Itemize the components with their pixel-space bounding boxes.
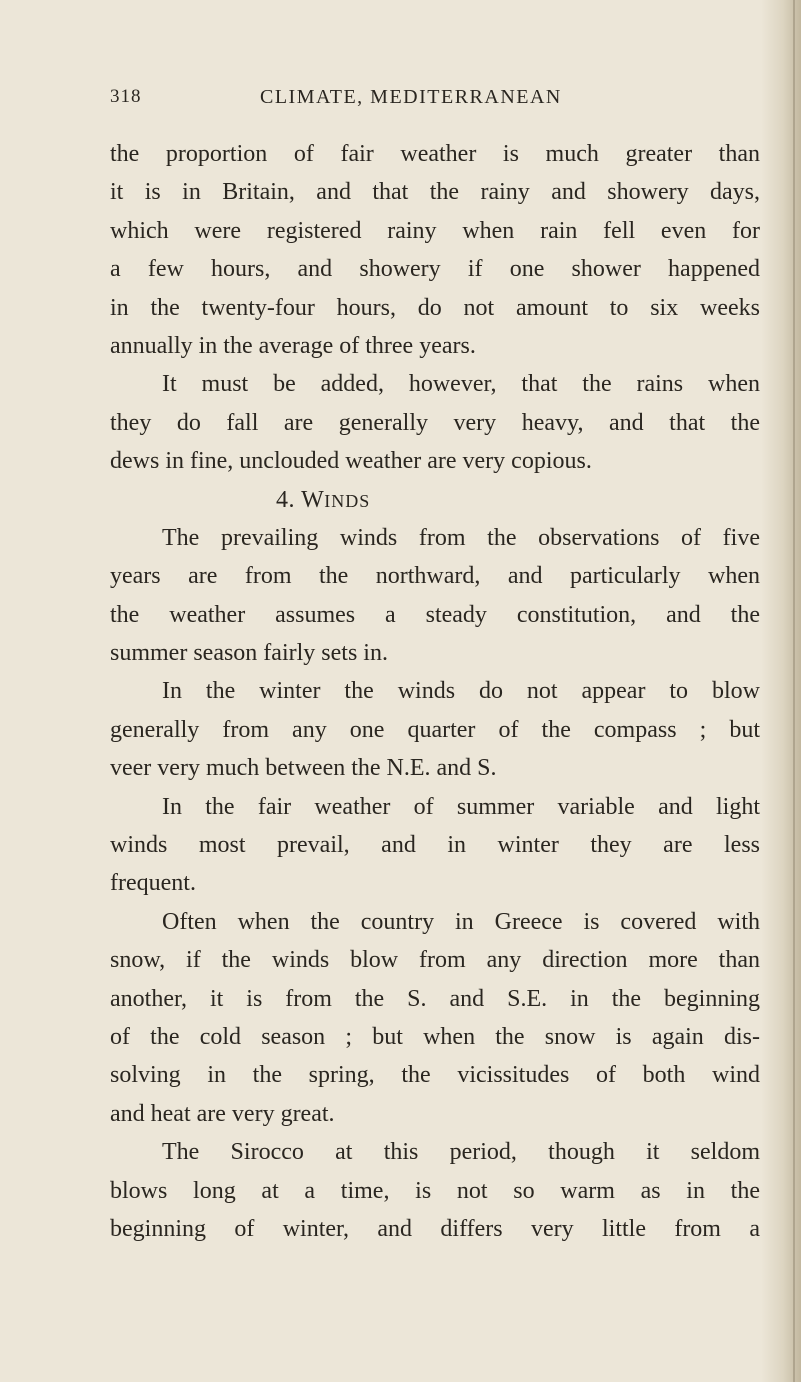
- text-line: dews in fine, unclouded weather are very copious.: [110, 448, 592, 475]
- body-text: [110, 135, 760, 1248]
- text-line: in the twenty-four hours, do not amount to six weeks: [110, 294, 760, 321]
- text-line: snow, if the winds blow from any direction more than: [110, 947, 760, 974]
- text-line: blows long at a time, is not so warm as in the: [110, 1177, 760, 1204]
- text-line: and heat are very great.: [110, 1100, 335, 1127]
- text-line: which were registered rainy when rain fell even for: [110, 217, 760, 244]
- text-line: another, it is from the S. and S.E. in the beginning: [110, 985, 760, 1012]
- paragraph-start-line: The Sirocco at this period, though it seldom: [162, 1139, 760, 1166]
- section-title-initial: W: [301, 486, 325, 513]
- text-line: generally from any one quarter of the compass ; but: [110, 716, 760, 743]
- text-line: summer season fairly sets in.: [110, 640, 388, 667]
- text-line: years are from the northward, and particularly when: [110, 563, 760, 590]
- text-line: solving in the spring, the vicissitudes of both wind: [110, 1062, 760, 1089]
- text-line: beginning of winter, and differs very little from a: [110, 1215, 760, 1242]
- paragraph-start-line: The prevailing winds from the observations of five: [162, 524, 760, 551]
- text-line: of the cold season ; but when the snow is again dis-: [110, 1023, 760, 1050]
- page-edge-line: [793, 0, 795, 1382]
- text-line: veer very much between the N.E. and S.: [110, 755, 497, 782]
- page-number: 318: [110, 86, 142, 107]
- page-edge-shadow: [761, 0, 801, 1382]
- paragraph-start-line: In the winter the winds do not appear to blow: [162, 678, 760, 705]
- text-line: it is in Britain, and that the rainy and showery days,: [110, 179, 760, 206]
- text-line: they do fall are generally very heavy, and that the: [110, 409, 760, 436]
- paragraph-start-line: Often when the country in Greece is covered with: [162, 908, 760, 935]
- section-title: [301, 487, 370, 513]
- text-line: winds most prevail, and in winter they are less: [110, 832, 760, 859]
- paragraph-start-line: It must be added, however, that the rains when: [162, 371, 760, 398]
- section-heading: [110, 481, 760, 519]
- section-number: 4.: [276, 486, 295, 513]
- page-header: [110, 86, 770, 120]
- text-line: a few hours, and showery if one shower happened: [110, 256, 760, 283]
- paragraph-start-line: In the fair weather of summer variable and light: [162, 793, 760, 820]
- section-title-rest: INDS: [324, 490, 371, 511]
- text-line: frequent.: [110, 870, 196, 897]
- running-head: CLIMATE, MEDITERRANEAN: [260, 86, 562, 108]
- text-line: the proportion of fair weather is much greater than: [110, 141, 760, 167]
- text-line: the weather assumes a steady constitution, and the: [110, 601, 760, 628]
- text-line: annually in the average of three years.: [110, 332, 476, 359]
